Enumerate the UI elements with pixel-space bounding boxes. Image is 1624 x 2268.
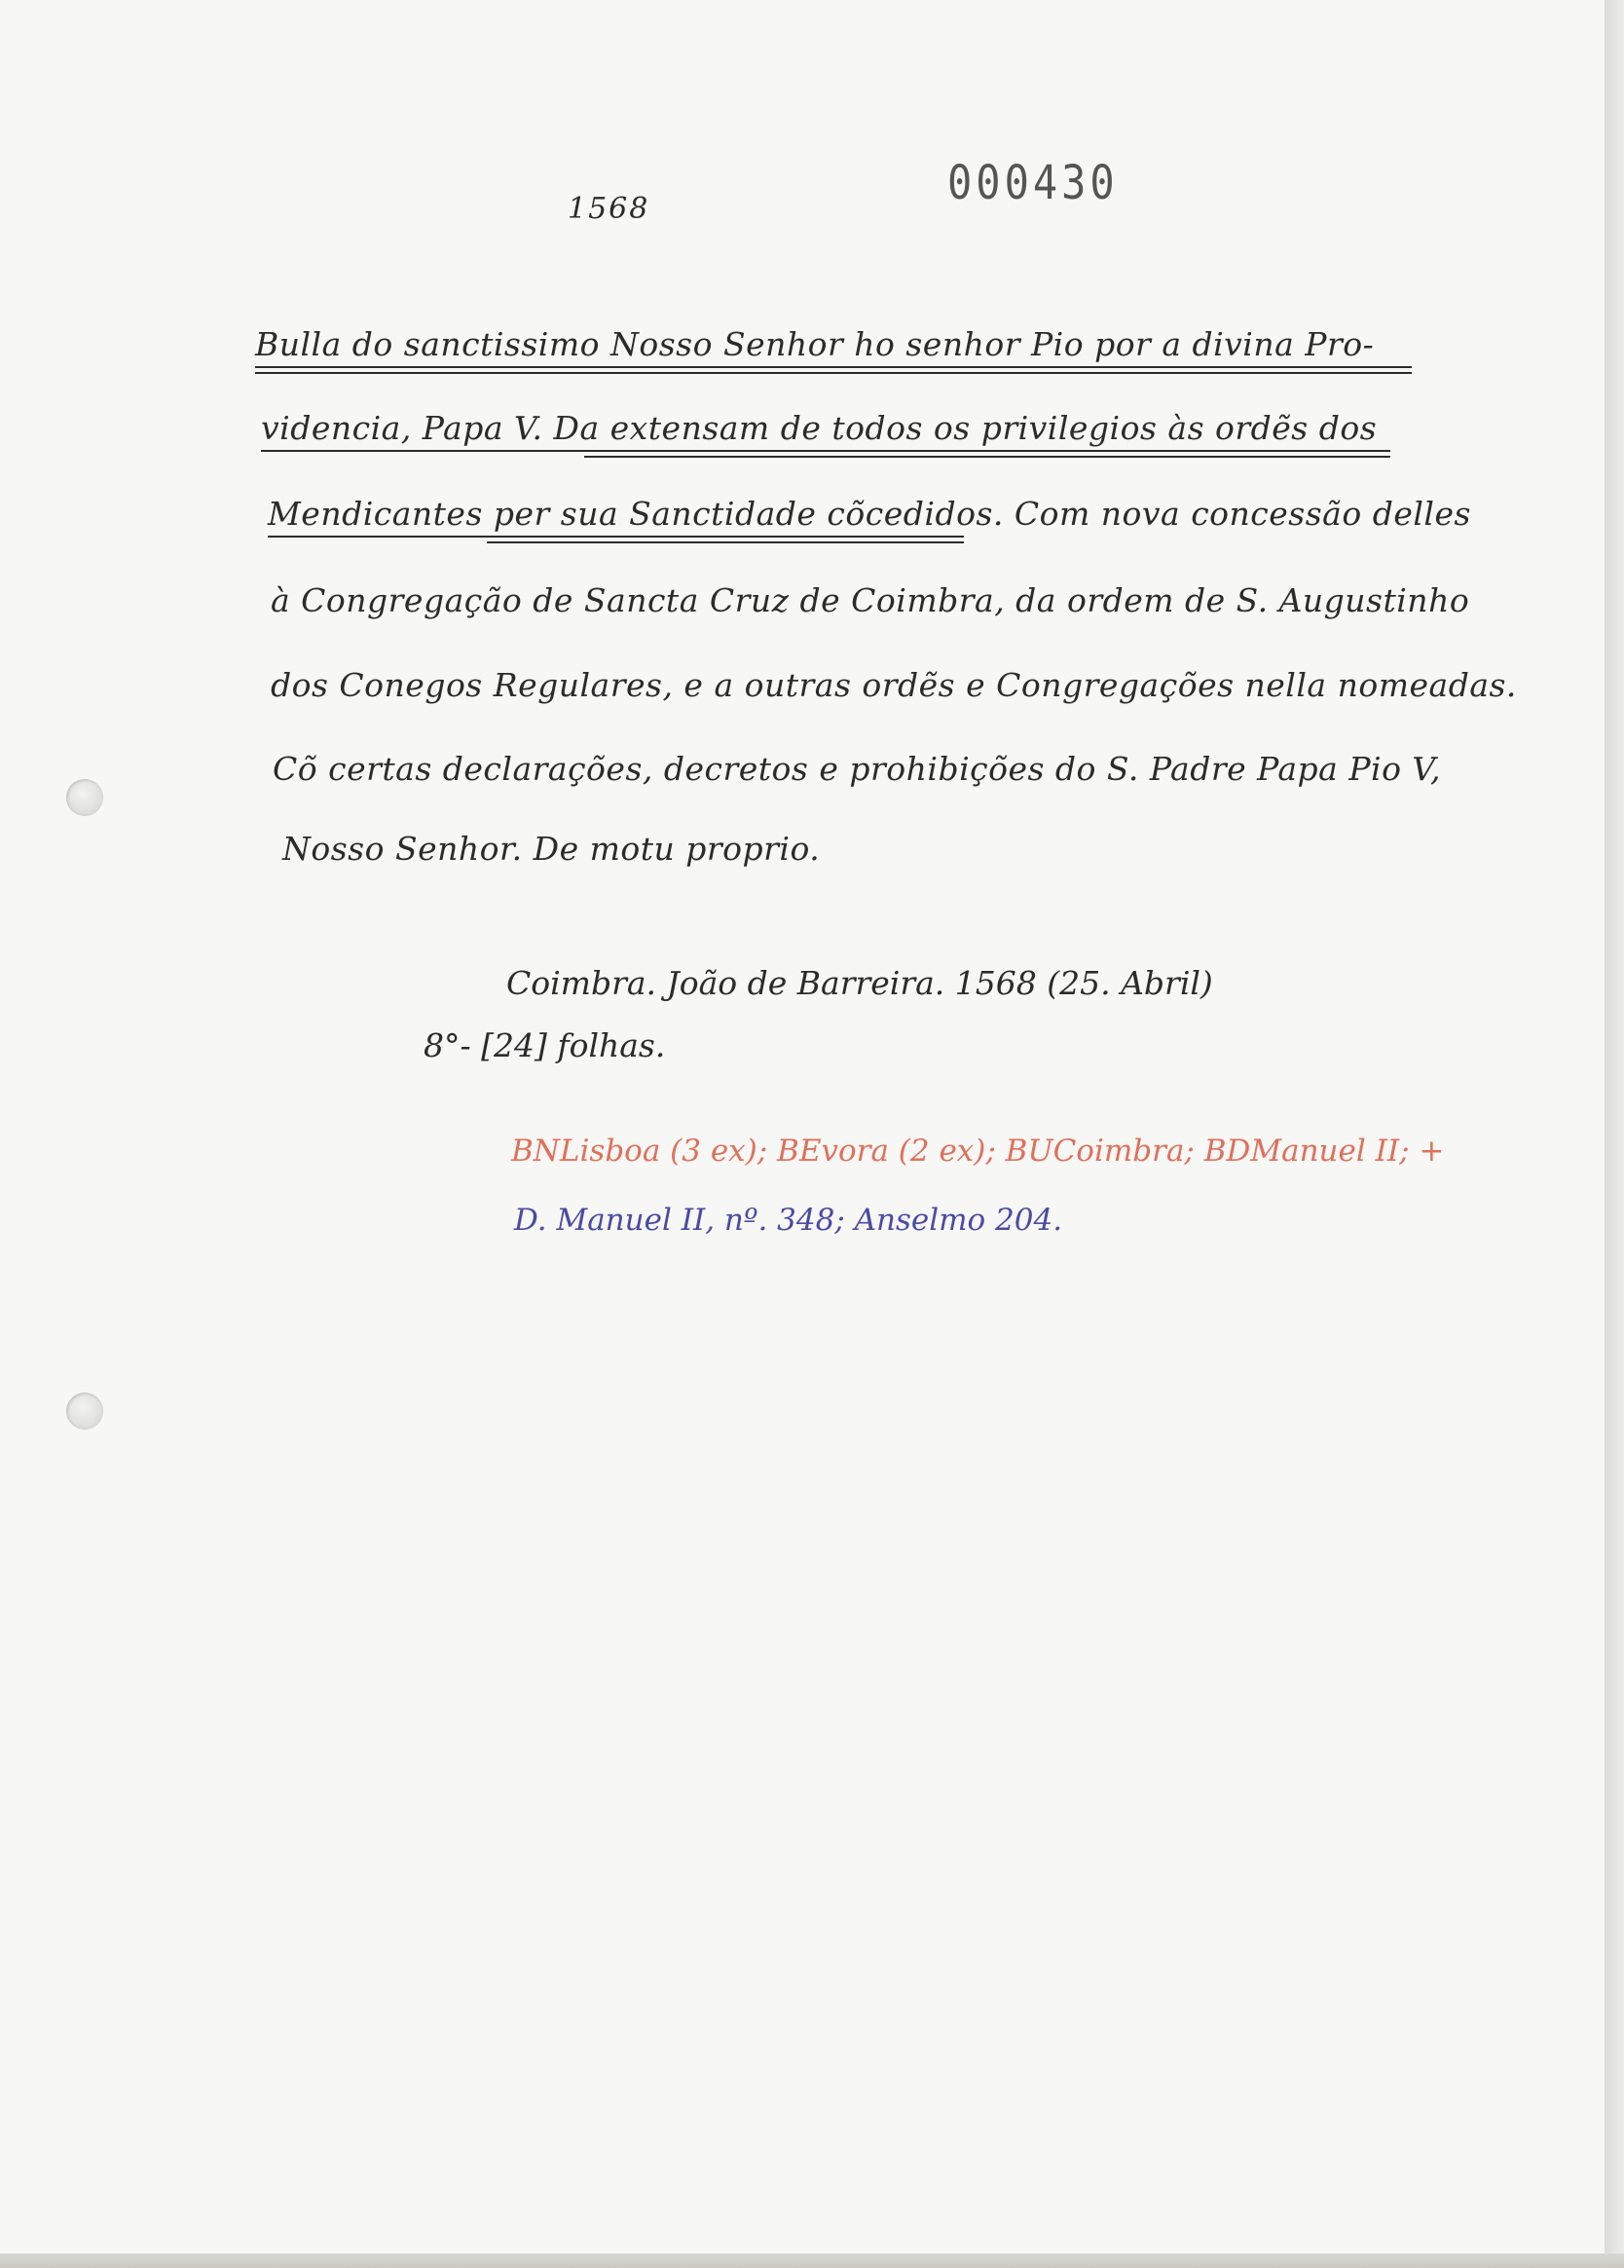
title-underline-1a bbox=[255, 366, 1412, 368]
stamp-number: 000430 bbox=[947, 155, 1119, 210]
title-underline-1b bbox=[255, 372, 1412, 374]
punch-hole-top bbox=[66, 779, 103, 816]
scan-edge-bottom bbox=[0, 2253, 1624, 2268]
title-underline-2b bbox=[584, 456, 1390, 458]
title-underline-3b bbox=[487, 541, 964, 543]
title-line-6: Cõ certas declarações, decretos e prohibições do S. Padre Papa Pio V, bbox=[273, 750, 1441, 788]
year-heading: 1568 bbox=[568, 192, 650, 226]
title-underline-3a bbox=[268, 536, 964, 538]
title-line-2: videncia, Papa V. Da extensam de todos os privilegios às ordẽs dos bbox=[261, 409, 1378, 447]
title-line-1: Bulla do sanctissimo Nosso Senhor ho senhor Pio por a divina Pro- bbox=[255, 325, 1375, 363]
title-line-4: à Congregação de Sancta Cruz de Coimbra, da ordem de S. Augustinho bbox=[271, 581, 1470, 619]
imprint-line: Coimbra. João de Barreira. 1568 (25. Abril) bbox=[506, 964, 1213, 1002]
punch-hole-bottom bbox=[66, 1393, 103, 1430]
title-line-7: Nosso Senhor. De motu proprio. bbox=[282, 830, 821, 868]
title-line-3: Mendicantes per sua Sanctidade cõcedidos. Com nova concessão delles bbox=[268, 495, 1471, 533]
reference-line: D. Manuel II, nº. 348; Anselmo 204. bbox=[514, 1203, 1063, 1238]
title-underline-2a bbox=[261, 450, 1390, 452]
title-line-5: dos Conegos Regulares, e a outras ordẽs e Congregações nella nomeadas. bbox=[271, 666, 1517, 704]
format-line: 8°- [24] folhas. bbox=[424, 1026, 666, 1064]
scan-edge-right bbox=[1605, 0, 1624, 2268]
locations-line: BNLisboa (3 ex); BEvora (2 ex); BUCoimbra; BDManuel II; + bbox=[511, 1134, 1445, 1169]
